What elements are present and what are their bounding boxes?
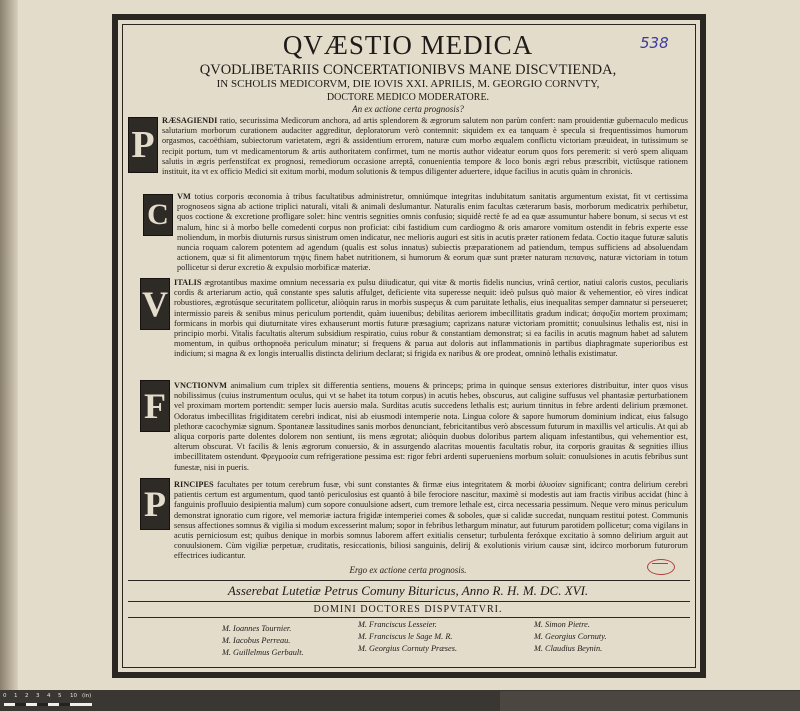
drop-cap-letter: F	[144, 386, 166, 426]
ruler-tick-label: 2	[25, 693, 29, 699]
doctor-name: M. Georgius Cornuty Præses.	[358, 644, 458, 653]
subtitle-line-1: QVODLIBETARIIS CONCERTATIONIBVS MANE DISCVTIENDA,	[199, 62, 617, 78]
divider-bottom	[128, 617, 690, 618]
paragraph-lead: RÆSAGIENDI	[162, 116, 218, 125]
doctor-name: M. Iacobus Perreau.	[222, 636, 291, 645]
paragraph-1	[162, 116, 688, 190]
doctor-name: M. Franciscus Lesseier.	[358, 620, 437, 629]
doctor-name: M. Georgius Cornuty.	[534, 632, 607, 641]
paragraph-5	[174, 480, 688, 564]
subtitle-line-3: DOCTORE MEDICO MODERATORE.	[326, 92, 490, 103]
handwritten-page-number: 538	[640, 34, 669, 52]
ruler-segment	[4, 703, 15, 706]
doctor-name: M. Guillelmus Gerbault.	[222, 648, 304, 657]
paragraph-4	[174, 381, 688, 475]
ruler-segment	[59, 703, 70, 706]
ruler-unit-label: (in)	[82, 693, 92, 699]
ruler-tick-label: 0	[3, 693, 7, 699]
paragraph-lead: VM	[177, 192, 191, 201]
paragraph-3	[174, 278, 688, 372]
paragraph-text: facultates per totum cerebrum fusæ, vbi sunt constantes & firmæ eius integritatem & morbi ἀλυσίαν significant; contra delirium cerebri patientis certum est argumentum, quod tantò periculosius est quantò à bile ferociore nascitur, maximè si modestis aut iam fractis viribus accidat (hinc à fanguinis profluuio desipientia malum) cum sopore conuulsione adsert, cum tremore lethale est, circa necessaria pessimum. Neque vero minus periculum demonstrat ignoratio cum rigore, vel memoriæ iactura frigidæ intemperiei comes & soboles, quæ si calidæ succedat, nunquam restitui potest. Communis sensus affectiones somnus & vigilia si modum excesserint malum; sopor in febribus lethargum minatur, aut futurum parotidem pollicetur; coma vigilans in acutis perniciosum est; quibus denique in morbis somnus laborem affert exitialis censetur; turbulenta feróxque excitatio à somno delirium arguit aut conuulsionem. Cùm vigiliæ perpetuæ, cruditatis, resiccationis, biliosi sanguinis, delirij & exolutionis virium causæ sint, idcirco morborum futurorum effectrices iudicantur.	[174, 480, 688, 561]
drop-cap-letter: P	[144, 484, 166, 524]
paragraph-lead: ITALIS	[174, 278, 202, 287]
drop-cap-3	[140, 278, 170, 330]
paragraph-lead: VNCTIONVM	[174, 381, 228, 390]
doctors-heading: DOMINI DOCTORES DISPVTATVRI.	[313, 604, 503, 615]
drop-cap-letter: V	[142, 284, 168, 324]
ruler-tick-label: 4	[47, 693, 51, 699]
question-line: An ex actione certa prognosis?	[352, 104, 464, 114]
ruler-segment	[15, 703, 26, 706]
drop-cap-letter: P	[131, 124, 155, 166]
subtitle-line-2: IN SCHOLIS MEDICORVM, DIE IOVIS XXI. APRILIS, M. GEORGIO CORNVTY,	[216, 78, 600, 90]
drop-cap-letter: C	[147, 198, 169, 231]
library-stamp-line	[652, 563, 668, 564]
ruler-tick-label: 5	[58, 693, 62, 699]
scan-background-strip	[500, 691, 800, 711]
drop-cap-2	[143, 194, 173, 236]
paragraph-text: ratio, securissima Medicorum anchora, ad artis splendorem & ægrorum salutem non parùm confert: nam prouidentiæ gubernaculo medicus salutarium morborum curationem audaciter aggreditur, deploratorum verò contemnit: siquidem ex ea tanquam è specula si frequentissimos humorum orgasmos, cacoëthiam, subiectorum varietatem, ægri & assidentium errorem, naturæ cum morbo æqualem conflictu victoriam præuideat, in tutissimum se recipit portum, tum vt medicamentorum & artis authoritatem confirmet, tum ne mortis author videatur eorum quos fors peremerit: si verò spem aliquam salutis in ægris perfenstifcat ex prognosi, remediorum occasione arreptâ, conuenientia tempore & loco bonis ægri rebus præscribit, victûsque rationem instituit, ita vt ex officio Medici sit exitum morbi, modum solutionis & tempus diligenter aduertere, idque facilius in acutis quàm in chronicis.	[162, 116, 688, 177]
ruler-segment	[37, 703, 48, 706]
paragraph-text: animalium cum triplex sit differentia sentiens, mouens & princeps; prima in quinque sensus exteriores distribuitur, inter quos visus nobilissimus (cuius instrumentum oculus, qui vt se habet ita totum corpus) in acutis hebes, obscurus, aut caligine suffusus vel phantasiæ perturbationem vel proximam mortem portendit: semper lucis auersio mala. Surditas acutis succedens lethalis est; aurium tinnitus in febre ardenti delirium præmonet. Odoratus imbecillitas frigiditatem cerebri indicat, nisi ab eiusmodi intemperie nota. Lingua colore & sapore humorum dominium indicat, eius falsugo plethoræ cacochymiæ signum. Spontaneæ lassitudines sanis morbos denunciant, febricitantibus verò abscessum futurum in maxillis vel articulis. At qui ab aliqua corporis parte dolentes dolorem non sentiunt, iis mens ægrotat; aliòquin duobus doloribus partem aliquam infestantibus, qui vehementior est, alterum obscurat. Vt facilis & lenis ægrorum conuersio, & in assurgendo alacritas mouentis facultatis robur, ita corporis grauitas & segnities illius imbecillitatem ostendunt. Φρεγμοσία cum refrigeratione pessima est: rigor febri ardenti superueniens morbum soluit: conuulsiones in acutis febribus sunt funestæ, nisi in pueris.	[174, 381, 688, 472]
doctor-name: M. Claudius Beynin.	[534, 644, 603, 653]
ruler-segment	[70, 703, 92, 706]
paragraph-2	[177, 192, 688, 276]
paragraph-text: totius corporis œconomia à tribus facultatibus administretur, omniúmque integritas indubitatum sanitatis argumentum existat, fit vt certissima prognoseos signa ab actione triplici naturali, vitali & animali deslumantur. Naturalis enim facultas cæterarum basis, morborum medicatrix perhibetur, quos coctione & excretione profligare solet: hinc ventris segnities omnis confusio; siquidè rectè fe ad ea quæ assumuntur habere bonum, si secus vt est malum, hinc si à morbo belle comedenti corpus non proficiat: cibi fastidium cum cardiogmo & oris amarore vomitum ostendit in febris experte esse moliendum, in morbis diuturnis rursus sinistrum omen indicatur, nec melioris auguri est sitis in acutis præter rationem fedata. Coctio itaque futuræ salutis nuncia roquam calorem potentem ad agendum (qualis est solus innatus) subiectis præparationem ad patiendum, tempus sufficiens ad absoluendam actionem, quæ si fit alimentorum τηψις finem habet nutritionem, si humorum & eorum quæ sunt præter naturam πεπανσις, naturæ victoriam in totum pollicetur si derur excretio & expulsio morbificæ materiæ.	[177, 192, 688, 273]
page-edge-shadow	[0, 0, 18, 690]
divider-middle	[128, 601, 690, 602]
doctor-name: M. Ioannes Tournier.	[222, 624, 292, 633]
assertion-line: Asserebat Lutetiæ Petrus Comuny Bituricus, Anno R. H. M. DC. XVI.	[227, 583, 589, 598]
page-title: QVÆSTIO MEDICA	[282, 30, 534, 60]
doctor-name: M. Franciscus le Sage M. R.	[358, 632, 453, 641]
drop-cap-5	[140, 478, 170, 530]
doctor-name: M. Simon Pietre.	[534, 620, 590, 629]
ruler-segment	[48, 703, 59, 706]
paragraph-text: ægrotantibus maxime omnium necessaria ex pulsu diiudicatur, qui vitæ & mortis fidelis nuncius, vrinâ certior, natiui caloris custos, peculiaris cordis & arteriarum actio, quâ constante spes salutis affulget, deficiente vita superesse nequit: ideò pulsus quò maior & vehementior, eò vires indicat robustiores, ægrotúsque securitatem pollicetur, aliòquin rarus in morbis suspeçus & cum paruitate lethalis, eius inequalitas semper damnatur si perseueret; intermissio pareis & senibus minus periculum portendit, quàm iuuenibus; debilitas aeriorem imbecillitatis gradum indicat; ἀσφυξία mortem proximam; formicans in morbis qui diuturnitate vires exhauserunt mortis futuræ præsagium; caprizans naturæ victoriam promittit; conuulsinus lethalis est, nisi in principio morbi. Vitalis facultatis alterum subsidium respiratio, cuius robur & constantiam demonstrat; si ea facilis in acutis magnum habet ad salutem momentum, in quibus orthopnoëa periculum minatur; si frequens & parua aut doloris aut inflammationis in partibus diaphragmate superioribus est indicium; si magna & ex longis interuallis distincta delirium declarat; si frigida ex naribus & ore prodeat, omninò lethalis existimatur.	[174, 278, 688, 359]
divider-top	[128, 580, 690, 581]
paragraph-lead: RINCIPES	[174, 480, 214, 489]
ruler-tick-label: 3	[36, 693, 40, 699]
ruler-segment	[26, 703, 37, 706]
drop-cap-4	[140, 380, 170, 432]
ruler-tick-label: 10	[70, 693, 77, 699]
ruler-tick-label: 1	[14, 693, 18, 699]
drop-cap-1	[128, 117, 158, 173]
conclusion-line: Ergo ex actione certa prognosis.	[349, 565, 467, 575]
